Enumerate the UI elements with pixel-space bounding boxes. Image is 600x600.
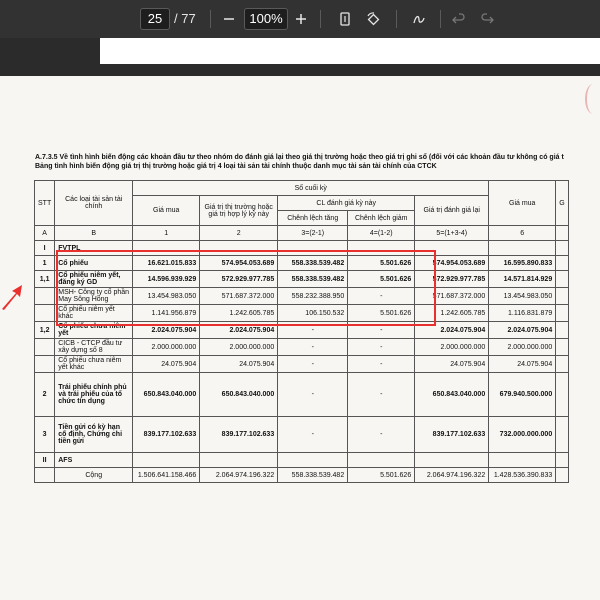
fit-page-icon [337, 11, 353, 27]
cell-stt [35, 339, 55, 356]
cell-stt [35, 288, 55, 305]
cell-value: 732.000.000.000 [489, 417, 556, 453]
cell-value: 13.454.983.050 [489, 288, 556, 305]
header-ending-balance: Số cuối kỳ [133, 181, 489, 196]
table-row [35, 453, 569, 468]
section-heading: A.7.3.5 Về tình hình biến động các khoản đầu tư theo nhóm do đánh giá lại theo giá thị trường hoặc theo giá trị ghi sổ (đối với các khoản đầu tư không có giá t [35, 154, 564, 161]
cell-name: FVTPL [55, 241, 133, 256]
header-revaluation-diff: CL đánh giá kỳ này [278, 196, 415, 211]
cell-value: 1.116.831.879 [489, 305, 556, 322]
header-purchase-price: Giá mua [133, 196, 200, 226]
document-page [0, 76, 600, 600]
cell-value: - [278, 417, 348, 453]
divider [320, 10, 321, 28]
index-cell: 6 [489, 226, 556, 241]
cell-value: 14.596.939.929 [133, 271, 200, 288]
cell-value: 2.000.000.000 [415, 339, 489, 356]
cell-value: 5.501.626 [348, 271, 415, 288]
cell-value: 650.843.040.000 [133, 373, 200, 417]
header-increase: Chênh lệch tăng [278, 211, 348, 226]
cell-value: - [278, 322, 348, 339]
cell-value: 16.621.015.833 [133, 256, 200, 271]
cell-value: 679.940.500.000 [489, 373, 556, 417]
cell-value: 1.242.605.785 [200, 305, 278, 322]
cell-value: - [348, 339, 415, 356]
cell-stt: 1,2 [35, 322, 55, 339]
cell-name: Cổ phiếu niêm yết khác [55, 305, 133, 322]
index-cell [556, 226, 568, 241]
arrow-annotation [0, 281, 24, 311]
cell-value: 1.428.536.390.833 [489, 468, 556, 483]
table-total-row [35, 468, 569, 483]
highlight-box [56, 250, 436, 326]
cell-value: - [278, 373, 348, 417]
redo-icon [479, 11, 495, 27]
cell-value: - [348, 373, 415, 417]
header-revalued-value: Giá trị đánh giá lại [415, 196, 489, 226]
cell-value: 106.150.532 [278, 305, 348, 322]
cell-value: 839.177.102.633 [133, 417, 200, 453]
cell-value: 839.177.102.633 [200, 417, 278, 453]
cell-value: 16.595.890.833 [489, 256, 556, 271]
stamp-mark [585, 84, 600, 114]
rotate-button[interactable] [362, 8, 384, 30]
cell-value: 24.075.904 [133, 356, 200, 373]
cell-value: 558.338.539.482 [278, 271, 348, 288]
cell-value: 5.501.626 [348, 256, 415, 271]
cell-value: 24.075.904 [489, 356, 556, 373]
cell-stt: II [35, 453, 55, 468]
header-market-value: Giá trị thị trường hoặc giá trị hợp lý kỳ này [200, 196, 278, 226]
table-row [35, 373, 569, 417]
cell-value: 650.843.040.000 [200, 373, 278, 417]
cell-name: Trái phiếu chính phủ và trái phiếu của tổ chức tín dụng [55, 373, 133, 417]
draw-icon [411, 11, 427, 27]
cell-name: CICB - CTCP đầu tư xây dựng số 8 [55, 339, 133, 356]
header-decrease: Chênh lệch giảm [348, 211, 415, 226]
cell-value: 2.064.974.196.322 [415, 468, 489, 483]
index-cell: 2 [200, 226, 278, 241]
index-cell: 3=(2-1) [278, 226, 348, 241]
page-total: / 77 [174, 11, 196, 26]
rotate-icon [365, 11, 381, 27]
divider [210, 10, 211, 28]
index-cell: 5=(1+3-4) [415, 226, 489, 241]
cell-value: 2.000.000.000 [489, 339, 556, 356]
cell-value: - [348, 322, 415, 339]
zoom-level-input[interactable]: 100% [244, 8, 288, 30]
cell-value: - [278, 339, 348, 356]
cell-value: 1.506.641.158.466 [133, 468, 200, 483]
page-number-input[interactable]: 25 [140, 8, 170, 30]
cell-value: - [348, 288, 415, 305]
cell-value: 2.024.075.904 [489, 322, 556, 339]
cell-value: 558.338.539.482 [278, 468, 348, 483]
cell-value: 1.141.956.879 [133, 305, 200, 322]
undo-icon [451, 11, 467, 27]
cell-stt: 3 [35, 417, 55, 453]
cell-value: 2.064.974.196.322 [200, 468, 278, 483]
cell-stt: I [35, 241, 55, 256]
minus-icon [221, 11, 237, 27]
cell-value: 24.075.904 [415, 356, 489, 373]
cell-value: 14.571.814.929 [489, 271, 556, 288]
previous-page-bottom [100, 38, 600, 64]
cell-value: 5.501.626 [348, 468, 415, 483]
cell-value: 572.929.977.785 [415, 271, 489, 288]
cell-value: 572.929.977.785 [200, 271, 278, 288]
cell-value: 13.454.983.050 [133, 288, 200, 305]
financial-table [34, 180, 569, 483]
cell-stt: 2 [35, 373, 55, 417]
undo-button[interactable] [448, 8, 470, 30]
cell-value: 571.687.372.000 [415, 288, 489, 305]
header-cut: G [556, 181, 568, 226]
cell-value: 24.075.904 [200, 356, 278, 373]
cell-name: Cổ phiếu chưa niêm yết [55, 322, 133, 339]
pdf-toolbar [0, 0, 600, 38]
cell-value: - [278, 356, 348, 373]
cell-name: Cộng [55, 468, 133, 483]
divider [396, 10, 397, 28]
cell-value: 558.338.539.482 [278, 256, 348, 271]
cell-value: - [348, 417, 415, 453]
cell-stt: 1,1 [35, 271, 55, 288]
cell-value: 2.024.075.904 [415, 322, 489, 339]
draw-button[interactable] [408, 8, 430, 30]
cell-name: AFS [55, 453, 133, 468]
cell-value: 2.024.075.904 [133, 322, 200, 339]
cell-value: 839.177.102.633 [415, 417, 489, 453]
cell-stt [35, 356, 55, 373]
plus-icon [293, 11, 309, 27]
cell-value: 2.000.000.000 [200, 339, 278, 356]
cell-value: 5.501.626 [348, 305, 415, 322]
cell-value: 2.024.075.904 [200, 322, 278, 339]
redo-button[interactable] [476, 8, 498, 30]
header-purchase-price-2: Giá mua [489, 181, 556, 226]
header-stt: STT [35, 181, 55, 226]
zoom-out-button[interactable] [218, 8, 240, 30]
table-row [35, 356, 569, 373]
cell-stt [35, 468, 55, 483]
cell-name: Tiền gửi có kỳ hạn cố định, Chứng chỉ tiền gửi [55, 417, 133, 453]
cell-name: Cổ phiếu chưa niêm yết khác [55, 356, 133, 373]
cell-name: Cổ phiếu [55, 256, 133, 271]
cell-value: 650.843.040.000 [415, 373, 489, 417]
index-cell: 1 [133, 226, 200, 241]
divider [440, 10, 441, 28]
index-cell: 4=(1-2) [348, 226, 415, 241]
zoom-in-button[interactable] [290, 8, 312, 30]
cell-stt [35, 305, 55, 322]
table-row [35, 339, 569, 356]
cell-value: 571.687.372.000 [200, 288, 278, 305]
fit-page-button[interactable] [334, 8, 356, 30]
cell-stt: 1 [35, 256, 55, 271]
header-asset-type: Các loại tài sản tài chính [55, 181, 133, 226]
cell-name: MSH- Công ty cổ phần May Sông Hồng [55, 288, 133, 305]
cell-value: - [348, 356, 415, 373]
cell-value: 2.000.000.000 [133, 339, 200, 356]
cell-value: 558.232.388.950 [278, 288, 348, 305]
table-caption: Bảng tình hình biến động giá trị thị trường hoặc giá trị 4 loại tài sản tài chính thuộc danh mục tài sản tài chính của CTCK [35, 163, 437, 170]
index-cell: B [55, 226, 133, 241]
index-cell: A [35, 226, 55, 241]
cell-name: Cổ phiếu niêm yết, đăng ký GD [55, 271, 133, 288]
cell-value: 574.954.053.689 [200, 256, 278, 271]
table-row [35, 417, 569, 453]
cell-value: 1.242.605.785 [415, 305, 489, 322]
cell-value: 574.954.053.689 [415, 256, 489, 271]
